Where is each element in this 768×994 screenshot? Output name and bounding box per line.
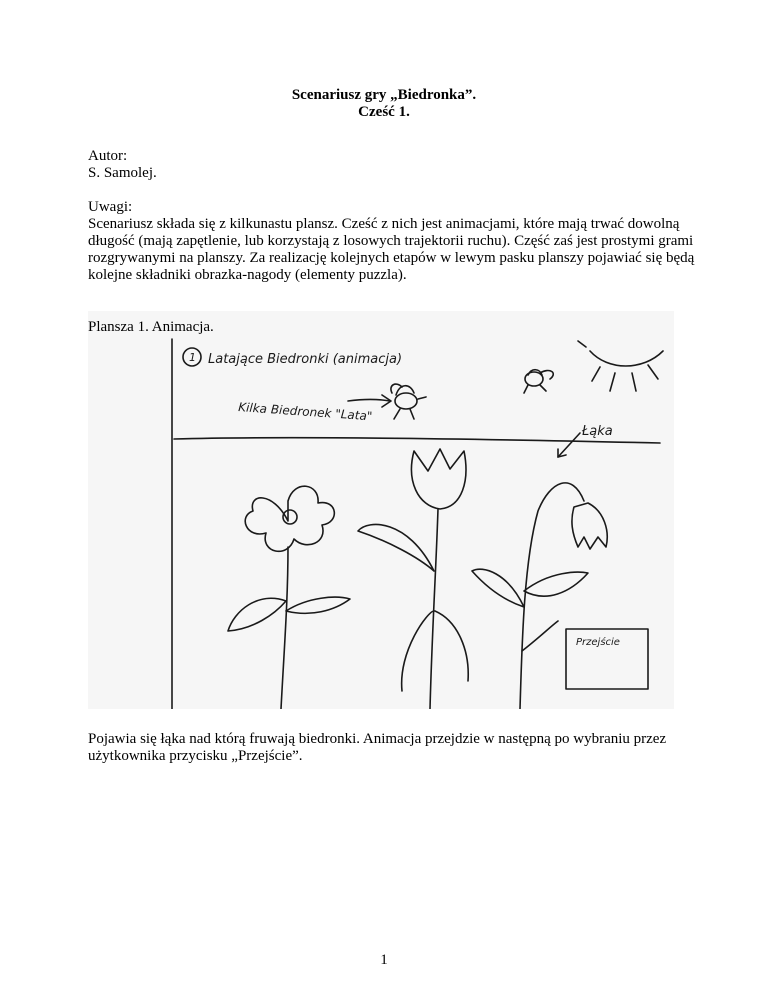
daisy-flower: [228, 486, 350, 709]
author-name: S. Samolej.: [88, 165, 157, 181]
sketch-header-label: Latające Biedronki (animacja): [208, 352, 403, 367]
sketch-drawing: [88, 311, 674, 709]
caption-section: [88, 731, 698, 765]
title-line-1: Scenariusz gry „Biedronka”.: [291, 87, 477, 103]
sun-icon: [578, 341, 663, 391]
section-heading-text: Plansza 1. Animacja.: [88, 319, 214, 335]
notes-label: Uwagi:: [88, 199, 133, 215]
ladybug-icon: [524, 370, 553, 393]
notes-text: Scenariusz składa się z kilkunastu plansz. Cześć z nich jest animacjami, które mają trwać dowolną długość (mają zapętlenie, lub korzystają z losowych trajektorii ruchu). Część zaś jest prostymi grami rozgrywanymi na planszy. Za realizację kolejnych etapów w lewym pasku planszy pojawiać się będą kolejne składniki obrazka-nagody (elementy puzzla).: [88, 216, 695, 283]
author-label: Autor:: [88, 148, 128, 164]
ladybug-icon: [391, 384, 426, 419]
meadow-label: Łąka: [582, 424, 613, 439]
arrow-to-ladybug: [348, 400, 390, 402]
section-heading: [88, 319, 698, 336]
przejscie-button-label: Przejście: [576, 637, 620, 648]
author-section: [88, 148, 698, 182]
notes-section: [88, 199, 698, 284]
document-title: [0, 87, 768, 121]
ladybugs-note: Kilka Biedronek "Lata": [237, 400, 373, 424]
bell-flower: [472, 483, 607, 709]
tulip-flower: [358, 449, 468, 709]
page-number: 1: [380, 952, 388, 968]
hand-drawn-sketch: [88, 311, 674, 709]
arrow-to-meadow: [558, 433, 580, 457]
caption-text: Pojawia się łąka nad którą fruwają biedronki. Animacja przejdzie w następną po wybraniu przez użytkownika przycisku „Przejście”.: [88, 731, 667, 764]
title-line-2: Cześć 1.: [358, 104, 410, 120]
sketch-number: 1: [189, 351, 196, 364]
